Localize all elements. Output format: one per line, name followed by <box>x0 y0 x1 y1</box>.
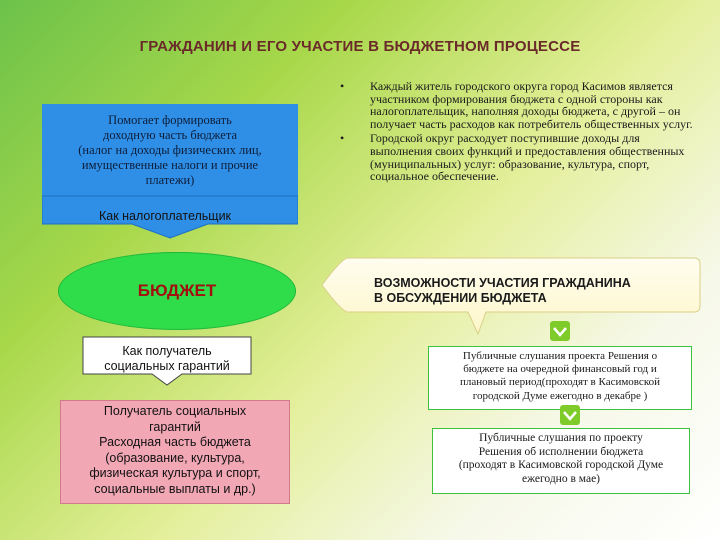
recipient-box-line: Расходная часть бюджета <box>99 435 251 449</box>
hearing-line: ежегодно в мае) <box>521 472 601 485</box>
taxpayer-text-line: (налог на доходы физических лиц, <box>78 142 262 157</box>
taxpayer-box <box>42 104 298 196</box>
public-hearing-draft-box <box>428 346 692 410</box>
recipient-box-line: гарантий <box>149 419 201 434</box>
bullet-item: • Городской округ расходует поступившие доходы для выполнения своих функций и предоставления общественных (муниципальных) услуг: образование, культура, спорт, социальное обеспечение. <box>340 132 700 182</box>
taxpayer-text-line: платежи) <box>145 172 195 187</box>
taxpayer-text-line: имущественные налоги и прочие <box>81 157 259 172</box>
recipient-box-line: социальные выплаты и др.) <box>94 481 256 496</box>
taxpayer-text-line: Помогает формировать <box>108 112 232 127</box>
opportunities-line: В ОБСУЖДЕНИИ БЮДЖЕТА <box>374 291 547 305</box>
hearing-line: Публичные слушания по проекту <box>479 432 643 444</box>
hearing-line: бюджете на очередной финансовый год и <box>463 363 657 376</box>
info-bullets <box>340 80 700 183</box>
chevron-down-icon <box>559 404 581 426</box>
opportunities-title <box>374 276 684 306</box>
bullet-item: • Каждый житель городского округа город Касимов является участником формирования бюджета с одной стороны как налогоплательщик, наполняя доходы бюджета, с другой – он получает часть расходов как потребитель общественных услуг. <box>340 80 700 130</box>
hearing-line: Решения об исполнении бюджета <box>478 445 644 458</box>
budget-label: БЮДЖЕТ <box>137 281 217 300</box>
budget-ellipse <box>58 252 296 330</box>
public-hearing-execution-box <box>432 428 690 494</box>
hearing-line: Публичные слушания проекта Решения о <box>462 350 658 362</box>
recipient-box-line: физическая культура и спорт, <box>89 466 261 480</box>
recipient-box-line: (образование, культура, <box>105 450 245 465</box>
chevron-down-icon <box>549 320 571 342</box>
recipient-box <box>60 400 290 504</box>
recipient-callout-label <box>85 344 249 374</box>
taxpayer-text-line: доходную часть бюджета <box>102 127 237 142</box>
page-title: ГРАЖДАНИН И ЕГО УЧАСТИЕ В БЮДЖЕТНОМ ПРОЦЕССЕ <box>139 38 581 55</box>
recipient-callout-line: Как получатель <box>122 344 212 358</box>
recipient-box-line: Получатель социальных <box>103 404 247 418</box>
opportunities-line: ВОЗМОЖНОСТИ УЧАСТИЯ ГРАЖДАНИНА <box>374 276 631 290</box>
hearing-line: городской Думе ежегодно в декабре ) <box>472 389 648 402</box>
hearing-line: плановый период(проходят в Касимовской <box>460 376 660 389</box>
taxpayer-callout-label: Как налогоплательщик <box>98 209 232 223</box>
hearing-line: (проходят в Касимовской городской Думе <box>458 459 664 472</box>
recipient-callout-line: социальных гарантий <box>104 359 230 373</box>
